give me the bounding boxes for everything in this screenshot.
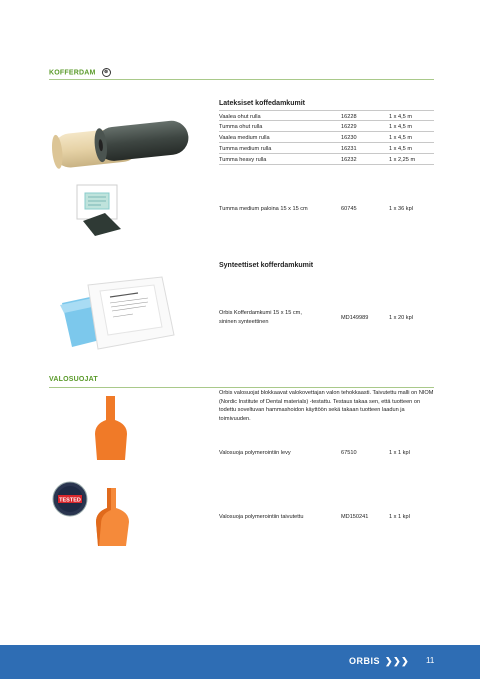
section-divider: [49, 79, 434, 80]
product-code: 16232: [341, 156, 357, 163]
product-name: Tumma ohut rulla: [219, 123, 263, 130]
chevrons-icon: ❯❯❯: [385, 656, 410, 666]
product-name: Tumma heavy rulla: [219, 156, 267, 163]
table-row: [219, 110, 434, 121]
synthetic-dam-package-image: [58, 273, 178, 357]
product-name: Vaalea medium rulla: [219, 134, 270, 141]
product-pack: 1 x 36 kpl: [389, 206, 413, 212]
badge-label: TESTED: [59, 497, 81, 504]
product-code: 16228: [341, 113, 357, 120]
dam-sheets-image: [75, 183, 123, 238]
table-row: [219, 121, 434, 132]
latex-product-table: [219, 110, 434, 165]
product-pack: 1 x 2,25 m: [389, 156, 416, 163]
section-title-kofferdam: [49, 68, 111, 77]
section-divider: [49, 387, 434, 388]
product-pack: 1 x 4,5 m: [389, 134, 413, 141]
product-name: Tumma medium paloina 15 x 15 cm: [219, 206, 308, 212]
orbis-logo: [349, 656, 409, 667]
light-shield-flat-image: [93, 394, 129, 464]
product-pack: 1 x 4,5 m: [389, 145, 413, 152]
page-footer: [0, 645, 480, 679]
product-name: Tumma medium rulla: [219, 145, 272, 152]
section-title-text: KOFFERDAM: [49, 69, 96, 77]
product-code: 67510: [341, 450, 357, 456]
product-code: MD149989: [341, 315, 369, 321]
product-pack: 1 x 4,5 m: [389, 113, 413, 120]
product-code: 16231: [341, 145, 357, 152]
table-row: [219, 143, 434, 154]
product-name: Vaalea ohut rulla: [219, 113, 261, 120]
product-code: 60745: [341, 206, 357, 212]
dam-rolls-image: [47, 118, 197, 173]
page-number: 11: [426, 656, 435, 665]
latex-dam-heading: Lateksiset koffedamkumit: [219, 100, 305, 107]
niom-tested-badge: [52, 481, 88, 517]
product-name: Valosuoja polymerointiin taivutettu: [219, 514, 304, 520]
table-row: [219, 132, 434, 143]
light-shield-description: Orbis valosuojat blokkaavat valokovettajan valon tehokkaasti. Taivutettu malli on NIOM (Nordic Institute of Dental materials) -testattu. Testaus takaa sen, että tuotteen on todettu soveltuvan hammashoidon käyttöön sekä takaan tuotteen laadun ja toimivuuden.: [219, 390, 434, 423]
product-name: Valosuoja polymerointiin levy: [219, 450, 291, 456]
product-pack: 1 x 1 kpl: [389, 514, 410, 520]
product-pack: 1 x 4,5 m: [389, 123, 413, 130]
product-name-line2: sininen synteettinen: [219, 319, 269, 325]
synthetic-dam-heading: Synteettiset kofferdamkumit: [219, 262, 314, 269]
light-shield-bent-image: [93, 486, 133, 551]
product-code: MD150241: [341, 514, 369, 520]
product-pack: 1 x 1 kpl: [389, 450, 410, 456]
logo-text: ORBIS: [349, 656, 381, 666]
table-row: [219, 154, 434, 165]
latex-warning-icon: ⊗: [102, 68, 111, 77]
product-name-line1: Orbis Kofferdamkumi 15 x 15 cm,: [219, 310, 302, 316]
product-code: 16229: [341, 123, 357, 130]
product-pack: 1 x 20 kpl: [389, 315, 413, 321]
product-code: 16230: [341, 134, 357, 141]
section-title-valosuojat: VALOSUOJAT: [49, 376, 98, 383]
